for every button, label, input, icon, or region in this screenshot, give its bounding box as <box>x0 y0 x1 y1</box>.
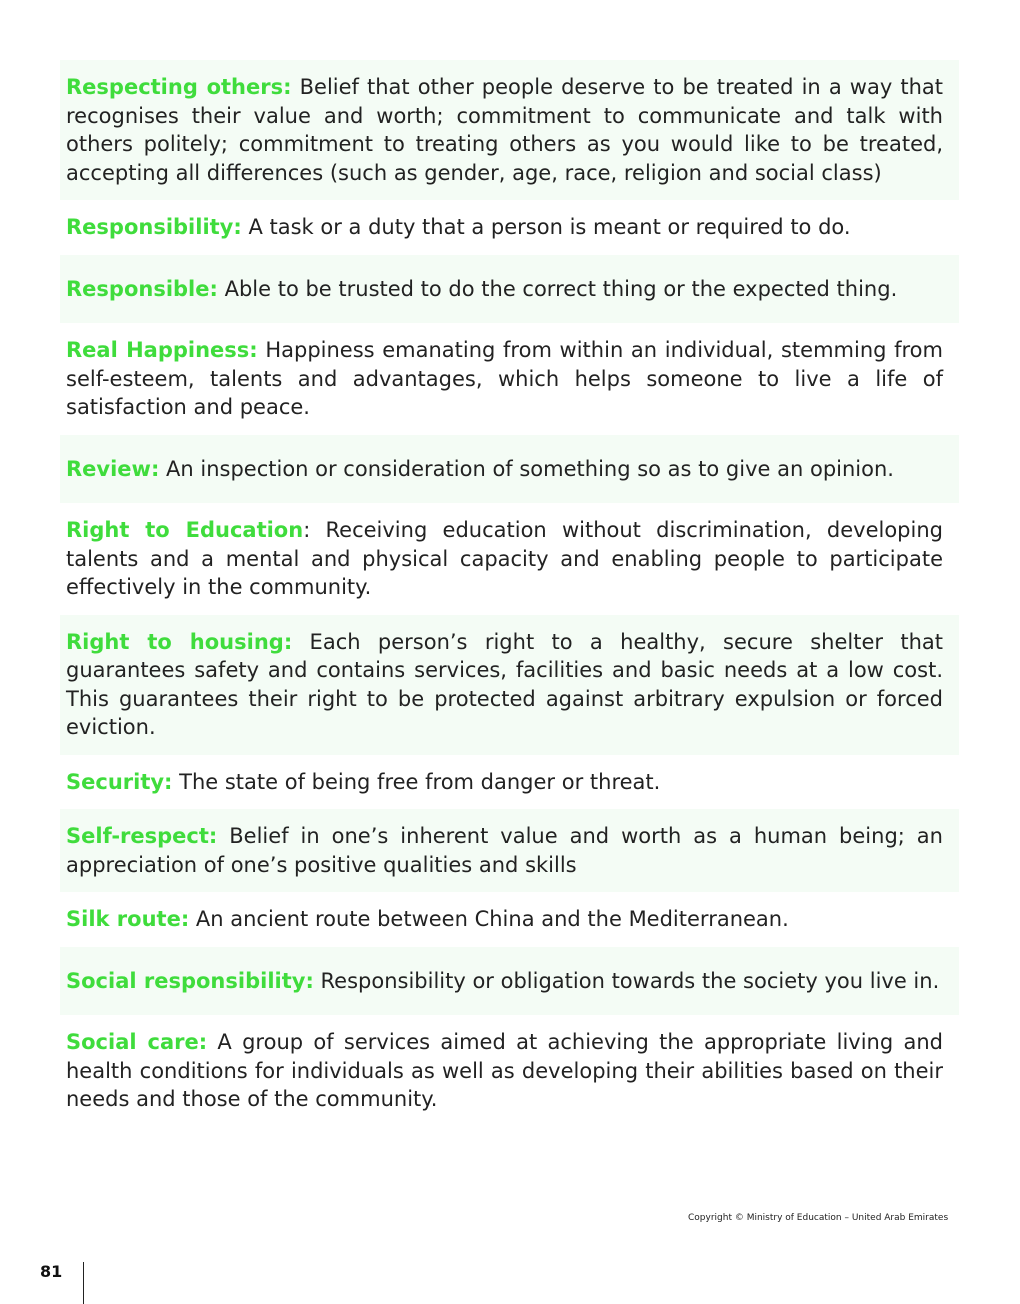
glossary-entry-security <box>60 755 959 810</box>
glossary-term: Right to Education <box>66 518 304 542</box>
glossary-definition: An ancient route between China and the Mediterranean. <box>189 907 789 931</box>
glossary-term: Security: <box>66 769 173 794</box>
glossary-entry-social-care <box>60 1015 959 1127</box>
glossary-entry-responsible <box>60 255 959 324</box>
glossary-entry-real-happiness <box>60 323 959 435</box>
glossary-entry-right-to-education <box>60 503 959 615</box>
glossary-definition: An inspection or consideration of something so as to give an opinion. <box>159 456 894 481</box>
glossary-definition: A group of services aimed at achieving the appropriate living and health conditions for individuals as well as developing their abilities based on their needs and those of the community. <box>66 1030 943 1111</box>
glossary-definition: Able to be trusted to do the correct thing or the expected thing. <box>217 276 898 301</box>
glossary-definition: Happiness emanating from within an individual, stemming from self-esteem, talents and advantages, which helps someone to live a life of satisfaction and peace. <box>66 338 943 419</box>
glossary-term: Respecting others: <box>66 75 292 99</box>
glossary-term: Self-respect: <box>66 824 218 848</box>
glossary-list <box>60 60 959 1127</box>
glossary-entry-social-responsibility <box>60 947 959 1016</box>
glossary-entry-right-to-housing <box>60 615 959 755</box>
glossary-entry-self-respect <box>60 809 959 892</box>
page-number: 81 <box>40 1262 63 1281</box>
glossary-definition: The state of being free from danger or threat. <box>172 769 661 794</box>
glossary-entry-responsibility <box>60 200 959 255</box>
glossary-definition: A task or a duty that a person is meant or required to do. <box>241 215 851 239</box>
glossary-definition: Each person’s right to a healthy, secure shelter that guarantees safety and contains services, facilities and basic needs at a low cost. This guarantees their right to be protected against arbitrary expulsion or forced eviction. <box>66 629 943 739</box>
glossary-definition: Belief that other people deserve to be treated in a way that recognises their value and worth; commitment to communicate and talk with others politely; commitment to treating others as you would like to be treated, accepting all differences (such as gender, age, race, religion and social class) <box>66 75 943 185</box>
glossary-definition: : Receiving education without discrimination, developing talents and a mental and physical capacity and enabling people to participate effectively in the community. <box>66 518 943 599</box>
glossary-term: Right to housing: <box>66 629 293 654</box>
glossary-definition: Responsibility or obligation towards the society you live in. <box>313 968 940 993</box>
glossary-term: Responsibility: <box>66 215 242 239</box>
glossary-term: Responsible: <box>66 276 218 301</box>
page-divider <box>83 1262 84 1304</box>
glossary-entry-review <box>60 435 959 504</box>
glossary-definition: Belief in one’s inherent value and worth as a human being; an appreciation of one’s positive qualities and skills <box>66 824 943 877</box>
glossary-term: Real Happiness: <box>66 338 258 362</box>
copyright-notice: Copyright © Ministry of Education – United Arab Emirates <box>688 1213 949 1223</box>
glossary-term: Social care: <box>66 1030 208 1054</box>
glossary-term: Review: <box>66 456 160 481</box>
glossary-term: Social responsibility: <box>66 968 314 993</box>
glossary-entry-silk-route <box>60 892 959 947</box>
glossary-entry-respecting-others <box>60 60 959 200</box>
glossary-term: Silk route: <box>66 907 190 931</box>
